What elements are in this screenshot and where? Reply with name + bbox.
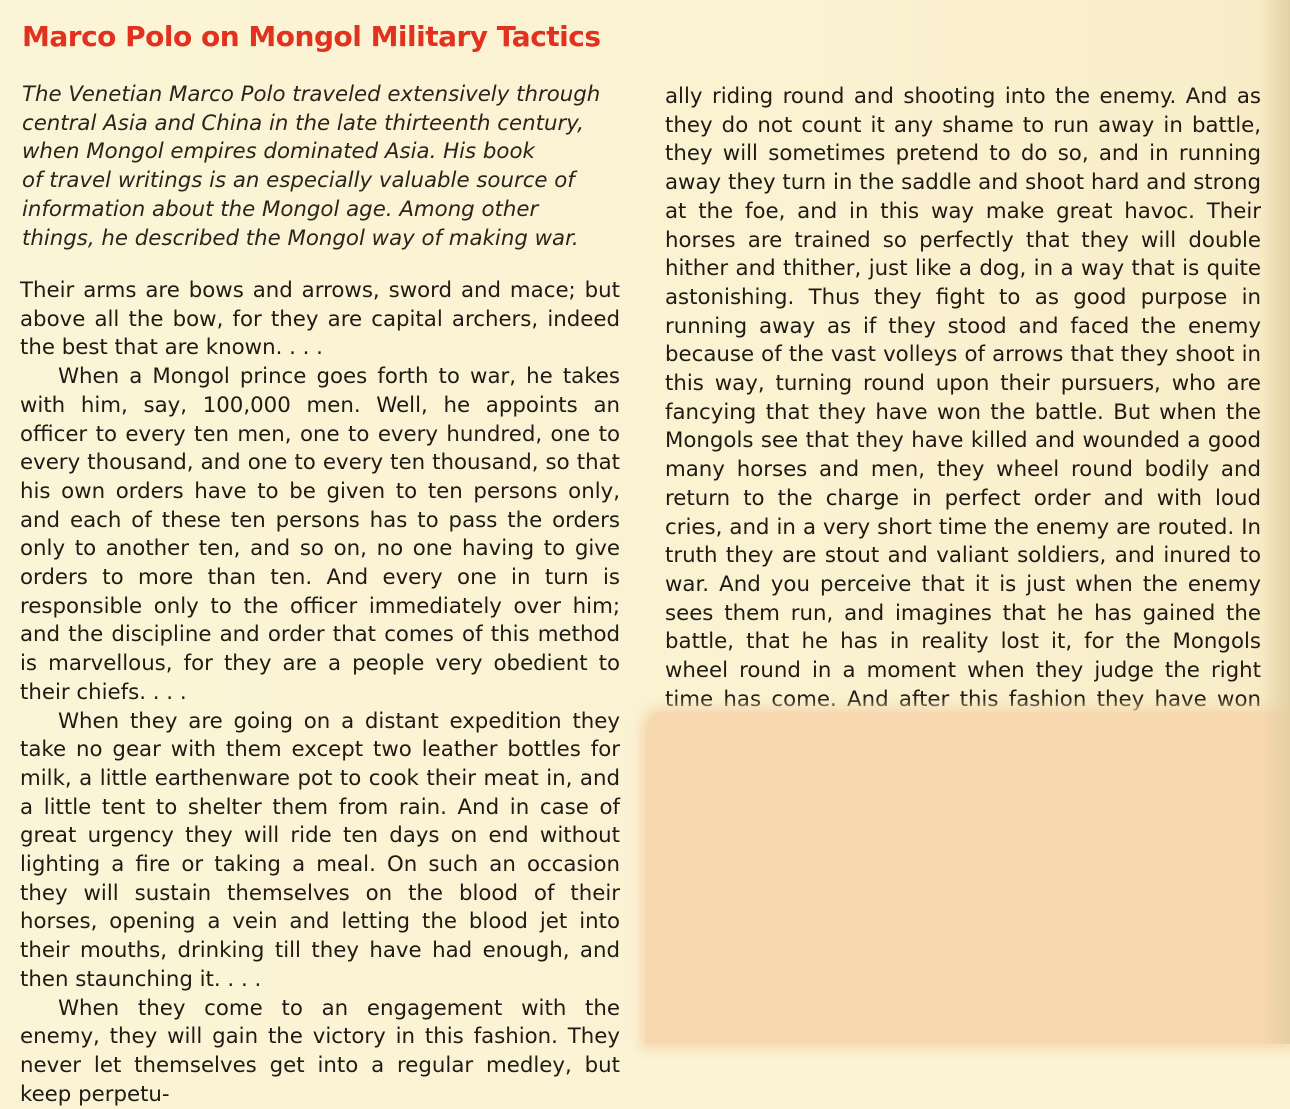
intro-line: when Mongol empires dominated Asia. His book (22, 139, 535, 165)
intro-line: The Venetian Marco Polo traveled extensively through (22, 82, 601, 107)
paragraph-arms: Their arms are bows and arrows, sword and mace; but above all the bow, for they are capital archers, indeed the best that are known. . . . (20, 278, 620, 361)
right-column (665, 83, 1261, 743)
intro-line: of travel writings is an especially valuable source of (22, 168, 575, 194)
left-column (20, 277, 620, 1109)
paragraph-engagement-start: When they come to an engagement with the enemy, they will gain the victory in this fashion. They never let themselves get into a regular medley, but keep perpetu- (20, 995, 620, 1107)
paragraph-organization: When a Mongol prince goes forth to war, he takes with him, say, 100,000 men. Well, he appoints an officer to every ten men, one to every hundred, one to every thousand, and one to every ten thousand, so that his own orders have to be given to ten persons only, and each of these ten persons has to pass the orders only to another ten, and so on, no one having to give orders to more than ten. And every one in turn is responsible only to the officer immediately over him; and the discipline and order that comes of this method is marvellous, for they are a people very obedient to their chiefs. . . . (20, 364, 620, 705)
intro-line: things, he described the Mongol way of making war. (22, 225, 579, 251)
intro-line: information about the Mongol age. Among other (22, 196, 539, 222)
page-title: Marco Polo on Mongol Military Tactics (22, 20, 601, 53)
intro-text (22, 81, 622, 253)
redacted-patch (646, 712, 1290, 1044)
page-edge-shadow (1264, 0, 1290, 1044)
intro-line: central Asia and China in the late thirteenth century, (22, 110, 584, 136)
paragraph-expedition: When they are going on a distant expedition they take no gear with them except two leather bottles for milk, a little earthenware pot to cook their meat in, and a little tent to shelter them from rain. And in case of great urgency they will ride ten days on end without lighting a fire or taking a meal. On such an occasion they will sustain themselves on the blood of their horses, opening a vein and letting the blood jet into their mouths, drinking till they have had enough, and then staunching it. . . . (20, 708, 620, 992)
paragraph-engagement-continued: ally riding round and shooting into the enemy. And as they do not count it any shame to run away in battle, they will sometimes pretend to do so, and in running away they turn in the saddle and shoot hard and strong at the foe, and in this way make great havoc. Their horses are trained so perfectly that they will double hither and thither, just like a dog, in a way that is quite astonishing. Thus they fight to as good purpose in running away as if they stood and faced the enemy because of the vast volleys of arrows that they shoot in this way, turning round upon their pursuers, who are fancying that they have won the battle. But when the Mongols see that they have killed and wounded a good many horses and men, they wheel round bodily and return to the charge in perfect order and with loud cries, and in a very short time the enemy are routed. In truth they are stout and valiant soldiers, and inured to war. And you perceive that it is just when the enemy sees them run, and imagines that he has gained the battle, that he has in reality lost it, for the Mongols wheel round in a moment when they judge the right time has come. And after this fashion they have won (665, 84, 1261, 712)
